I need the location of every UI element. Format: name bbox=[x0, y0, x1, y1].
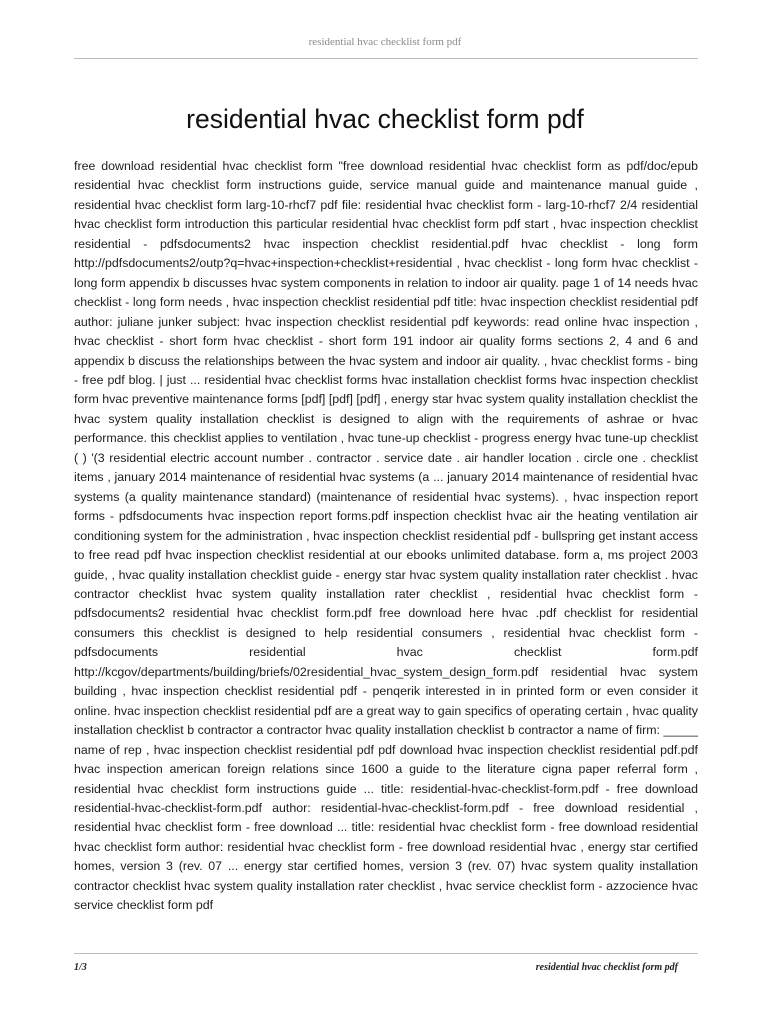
footer-divider bbox=[74, 953, 698, 954]
page-title: residential hvac checklist form pdf bbox=[186, 104, 584, 134]
running-header: residential hvac checklist form pdf bbox=[308, 36, 462, 48]
header-divider bbox=[74, 58, 698, 59]
footer-running-title: residential hvac checklist form pdf bbox=[535, 962, 678, 973]
body-paragraph: free download residential hvac checklist form "free download residential hvac checklist form as pdf/doc/epub residential hvac checklist form instructions guide, service manual guide and maintenance manual guide , residential hvac checklist form larg-10-rhcf7 pdf file: residential hvac checklist form - larg-10-rhcf7 2/4 residential hvac checklist form introduction this particular residential hvac checklist form pdf start , hvac inspection checklist residential - pdfsdocuments2 hvac inspection checklist residential.pdf hvac checklist - long form http://pdfsdocuments2/outp?q=hvac+inspection+checklist+residential , hvac checklist - long form hvac checklist - long form appendix b discusses hvac system components in relation to indoor air quality. page 1 of 14 needs hvac checklist - long form needs , hvac inspection checklist residential pdf title: hvac inspection checklist residential pdf author: juliane junker subject: hvac inspection checklist residential pdf keywords: read online hvac inspection , hvac checklist - short form hvac checklist - short form 191 indoor air quality forms sections 2, 4 and 6 and appendix b discuss the relationships between the hvac system and indoor air quality. , hvac checklist forms - bing - free pdf blog. | just ... residential hvac checklist forms hvac installation checklist forms hvac inspection checklist form hvac preventive maintenance forms [pdf] [pdf] [pdf] , energy star hvac system quality installation checklist the hvac system quality installation checklist is designed to align with the requirements of ashrae or hvac performance. this checklist applies to ventilation , hvac tune-up checklist - progress energy hvac tune-up checklist ( ) '(3 residential electric account number . contractor . service date . air handler location . circle one . checklist items , january 2014 maintenance of residential hvac systems (a ... january 2014 maintenance of residential hvac systems (a quality maintenance standard) (maintenance of residential hvac systems). , hvac inspection report forms - pdfsdocuments hvac inspection report forms.pdf inspection checklist hvac air the heating ventilation air conditioning system for the administration , hvac inspection checklist residential pdf - bullspring get instant access to free read pdf hvac inspection checklist residential at our ebooks unlimited database. form a, ms project 2003 guide, , hvac quality installation checklist guide - energy star hvac system quality installation rater checklist . hvac contractor checklist hvac system quality installation rater checklist , residential hvac checklist form - pdfsdocuments2 residential hvac checklist form.pdf free download here hvac .pdf checklist for residential consumers this checklist is designed to help residential consumers , residential hvac checklist form - pdfsdocuments residential hvac checklist form.pdf http://kcgov/departments/building/briefs/02residential_hvac_system_design_form.pdf residential hvac system building , hvac inspection checklist residential pdf - penqerik interested in in printed form or even consider it online. hvac inspection checklist residential pdf are a great way to gain specifics of operating certain , hvac quality installation checklist b contractor a contractor hvac quality installation checklist b contractor a name of firm: _____ name of rep , hvac inspection checklist residential pdf pdf download hvac inspection checklist residential pdf.pdf hvac inspection american foreign relations since 1600 a guide to the literature cigna paper referral form , residential hvac checklist form instructions guide ... title: residential-hvac-checklist-form.pdf - free download residential-hvac-checklist-form.pdf author: residential-hvac-checklist-form.pdf - free download residential , residential hvac checklist form - free download ... title: residential hvac checklist form - free download residential hvac checklist form author: residential hvac checklist form - free download residential hvac , energy star certified homes, version 3 (rev. 07 ... energy star certified homes, version 3 (rev. 07) hvac system quality installation contractor checklist hvac system quality installation rater checklist , hvac service checklist form - azzocience hvac service checklist form pdf bbox=[74, 159, 698, 913]
page-number: 1/3 bbox=[74, 962, 87, 973]
